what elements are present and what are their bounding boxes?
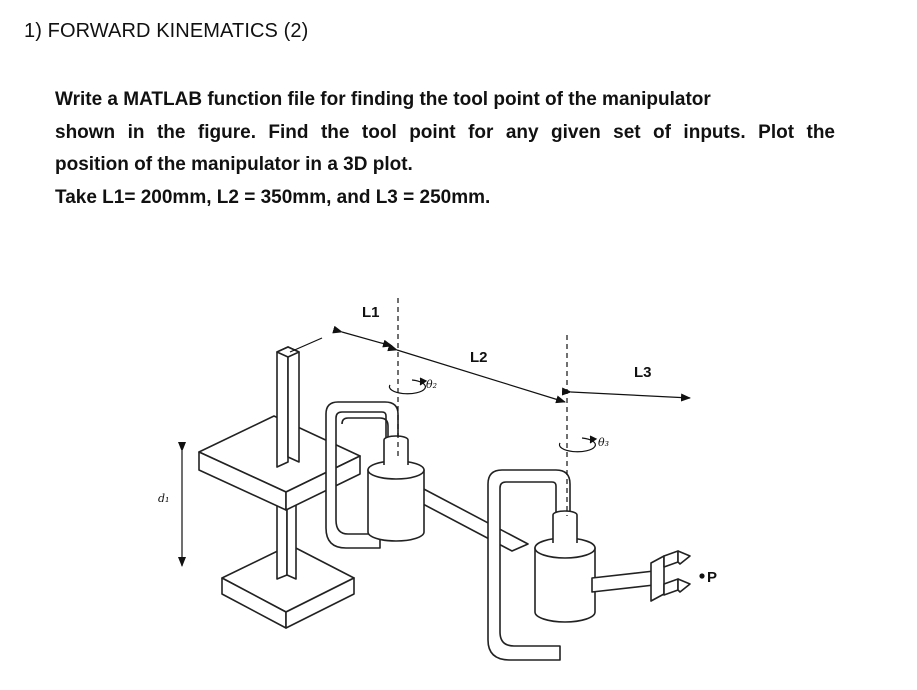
label-tool-point: P xyxy=(707,569,718,586)
statement-line-3: position of the manipulator in a 3D plot. xyxy=(55,154,413,175)
label-l2: L2 xyxy=(470,349,488,366)
label-theta3: θ₃ xyxy=(598,436,610,449)
label-l3: L3 xyxy=(634,364,652,381)
label-l1: L1 xyxy=(362,304,380,321)
joint-2-cylinder xyxy=(535,511,595,622)
label-d1: d₁ xyxy=(158,492,170,505)
statement-line-2: shown in the figure. Find the tool point for any given set of inputs. Plot the xyxy=(55,121,835,143)
gripper xyxy=(651,551,690,601)
link-3-rod xyxy=(592,571,654,592)
column-leader-line xyxy=(290,338,322,352)
statement-line-4: Take L1= 200mm, L2 = 350mm, and L3 = 250mm. xyxy=(55,186,491,208)
upper-column xyxy=(277,347,299,467)
l3-dimension-arrow xyxy=(571,392,690,398)
joint-1-cylinder xyxy=(368,436,424,541)
l1-dimension-arrow xyxy=(342,332,392,346)
problem-heading: 1) FORWARD KINEMATICS (2) xyxy=(24,20,309,42)
tool-point-marker xyxy=(699,573,704,578)
statement-line-1: Write a MATLAB function file for finding the tool point of the manipulator xyxy=(55,89,711,110)
label-theta2: θ₂ xyxy=(426,378,438,391)
